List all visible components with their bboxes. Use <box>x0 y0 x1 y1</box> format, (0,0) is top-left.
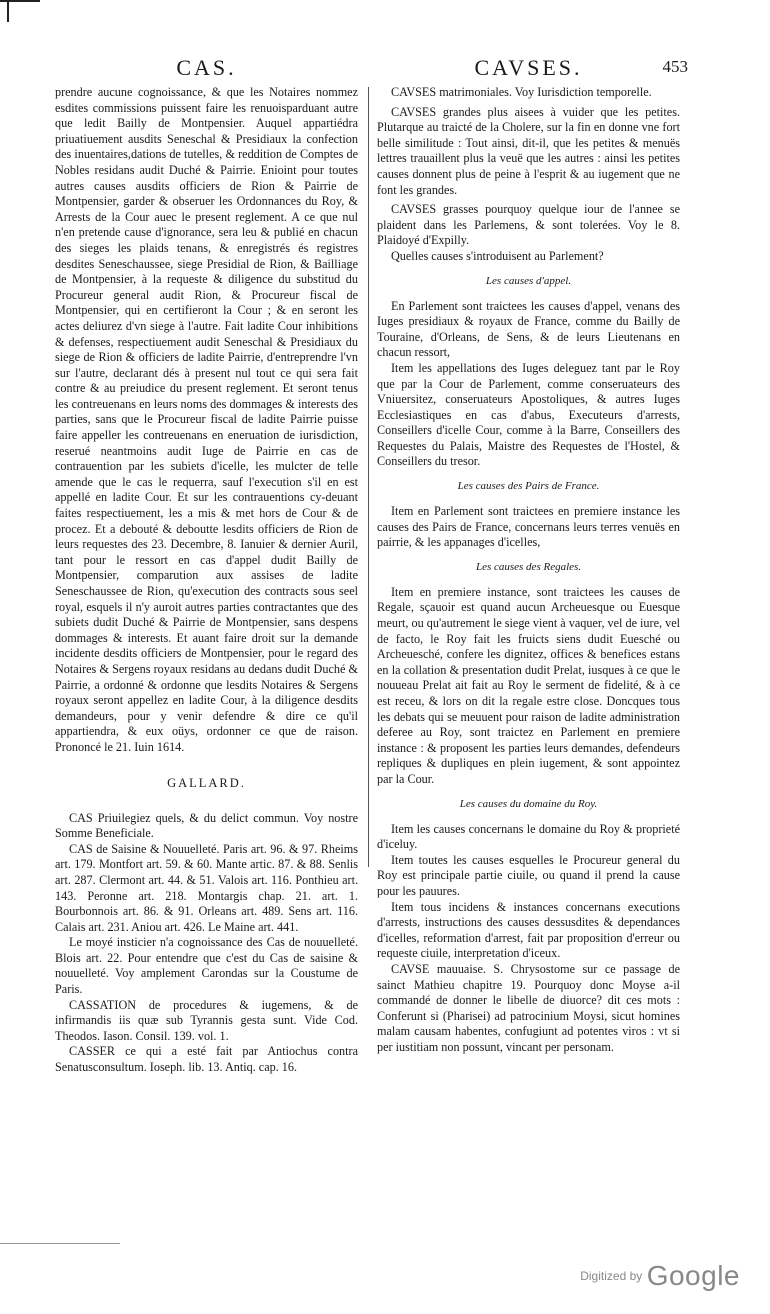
entry-cause-mauuaise: CAVSE mauuaise. S. Chrysostome sur ce passage de sainct Mathieu chapitre 19. Pourquoy donc Moyse a-il commandé de donner le libelle de diuorce? dit ces mots : Conferunt si (Pharisei) ad patrocinium Moysi, sicut homines malam causam habentes, confugiunt ad potentes viros : vt si per iustitiam non possunt, vincant per personam. <box>377 961 680 1054</box>
para-appel-1: En Parlement sont traictees les causes d'appel, venans des Iuges presidiaux & royaux de France, comme du Bailly de Touraine, d'Orleans, de Sens, & de leurs Lieutenans en chacun ressort, <box>377 298 680 360</box>
para-appel-2: Item les appellations des Iuges deleguez tant par le Roy que par la Cour de Parlement, comme conseruateurs des Vniuersitez, conseruateurs Apostoliques, & autres Iuges Ecclesiastiques en cas d'abus, Executeurs d'arrests, Conseillers d'icelle Cour, comme à la Barre, Conseillers des Requestes du Palais, Maistre des Requestes de l'Hostel, & Conseillers du tresor. <box>377 360 680 469</box>
para-domaine-1: Item les causes concernans le domaine du Roy & proprieté d'iceluy. <box>377 821 680 852</box>
signature: GALLARD. <box>167 775 246 790</box>
right-column <box>377 55 688 1055</box>
right-running-head <box>377 55 680 81</box>
para-pairs: Item en Parlement sont traictees en premiere instance les causes des Pairs de France, concernans leurs terres venuës en pairrie, & les appanages d'icelles, <box>377 504 680 550</box>
entry-cas-priuilegiez: CAS Priuilegiez quels, & du delict commun. Voy nostre Somme Beneficiale. <box>55 810 358 841</box>
page-number: 453 <box>662 57 688 76</box>
entry-cas-saisine: CAS de Saisine & Nouuelleté. Paris art. 96. & 97. Rheims art. 179. Montfort art. 59. & 60. Mante artic. 87. & 88. Senlis art. 287. Clermont art. 44. & 51. Valois art. 116. Ponthieu art. 143. Peronne art. 218. Montargis chap. 21. art. 1. Bourbonnois art. 86. & 91. Orleans art. 489. Sens art. 116. Calais art. 231. Aniou art. 426. Le Maine art. 441. <box>55 841 358 934</box>
corner-mark <box>7 0 9 22</box>
para-domaine-3: Item tous incidens & instances concernans executions d'arrests, instructions des causes dessusdites & dependances d'icelles, reformation d'arrest, fait par proposition d'erreur ou requeste ciuile, interpretation d'iceux. <box>377 899 680 961</box>
para-domaine-2: Item toutes les causes esquelles le Procureur general du Roy est principale partie ciuile, ou quand il prend la cause pour les pauures. <box>377 852 680 898</box>
heading-causes-regales: Les causes des Regales. <box>475 560 582 573</box>
google-logo: Google <box>646 1260 740 1291</box>
heading-causes-appel: Les causes d'appel. <box>485 274 572 287</box>
left-column <box>55 55 358 1076</box>
entry-causes-grasses: CAVSES grasses pourquoy quelque iour de l'annee se plaident dans les Parlemens, & sont tolerées. Voy le 8. Plaidoyé d'Expilly. <box>377 202 680 248</box>
book-page <box>55 55 690 1245</box>
digitized-watermark <box>580 1260 740 1292</box>
digitized-label: Digitized by <box>580 1269 643 1283</box>
entry-causes-matrimoniales: CAVSES matrimoniales. Voy Iurisdiction temporelle. <box>391 85 652 99</box>
entry-casser: CASSER ce qui a esté fait par Antiochus contra Senatusconsultum. Ioseph. lib. 13. Antiq. cap. 16. <box>55 1044 358 1075</box>
column-divider <box>368 87 369 867</box>
question-parlement: Quelles causes s'introduisent au Parlement? <box>391 248 604 263</box>
entry-causes-grandes: CAVSES grandes plus aisees à vuider que les petites. Plutarque au traicté de la Cholere, sur la fin en donne vne fort belle similitude : Tout ainsi, dit-il, que les petites & menuës lettres trauaillent plus la veuë que les autres : ainsi les petites causes donnent plus de peine à l'esprit & au iugement que ne font les grandes. <box>377 104 680 197</box>
heading-causes-domaine: Les causes du domaine du Roy. <box>459 797 598 810</box>
para-regales: Item en premiere instance, sont traictees les causes de Regale, sçauoir est quand aucun Archeuesque ou Euesque meurt, ou qu'autrement le siege vient à vaquer, vel de iure, vel de facto, le Roy fait les fruicts siens dudit Euesché ou Archeuesché, confere les dignitez, offices & benefices estans en la collation & presentation dudit Prelat, iusques à ce que le nouueau Prelat ait fait au Roy le serment de fidelité, & à ce est receu, & lors on dit la regale estre close. Doncques tous les debats qui se meuuent pour raison de ladite administration deferee au Roy, sont traictez en Parlement en premiere instance : & proposent les parties leurs demandes, defendeurs repliques & dupliques en plein iugement, & sont appointez par la Cour. <box>377 584 680 786</box>
corner-rule <box>0 0 40 16</box>
entry-moyen-iusticier: Le moyé insticier n'a cognoissance des Cas de nouuelleté. Blois art. 22. Pour entendre que c'est du Cas de saisine & nouuelleté. Voy amplement Carondas sur la Coustume de Paris. <box>55 935 358 997</box>
bottom-rule <box>0 1243 120 1244</box>
right-title: CAVSES. <box>474 55 583 80</box>
entry-cassation: CASSATION de procedures & iugemens, & de infirmandis iis quæ sub Tyrannis gesta sunt. Vide Cod. Theodos. Iason. Consil. 139. vol. 1. <box>55 997 358 1043</box>
heading-causes-pairs: Les causes des Pairs de France. <box>457 480 600 493</box>
reglement-text: prendre aucune cognoissance, & que les Notaires nommez esdites commissions puissent faire les renuoisparduant autre que ledit Bailly de Montpensier. Auquel appartiédra priuatiuement ausdits Seneschal & Presidiaux la confection des inuentaires,dations de tutelles, & reddition de Comptes de Nobles residans audit Duché & Pairrie. Enioint pour toutes autres causes ausdits officiers de Rion & Pairrie de Montpensier, garder & obseruer les Ordonnances du Roy, & Arrests de la Cour auec le present reglement. A ce que nul n'en pretende cause d'ignorance, sera leu & publié en chacun des sieges les plaids tenans, & enregistrés és registres desdites Seneschaussee, siege Presidial de Rion, & Bailliage de Montpensier, à la requeste & diligence du substitud du Procureur general audit Rion, & Procureur fiscal de Montpensier, qui en certifieront la Cour ; & en seront les actes deliurez d'vn siege à l'autre. Fait ladite Cour inhibitions & defenses, respectiuement audit Seneschal & Presidiaux du siege de Rion & officiers de ladite Pairrie, d'entreprendre l'vn sur l'autre, declarant dés à present nul tout ce qui sera fait contre & au preiudice du present reglement. Et seront tenus les contreuenans en leurs noms des dommages & interests des parties, sans que le Procureur fiscal de ladite Pairrie puisse faire appeller les contreuenans en eneruation de iurisdiction, reserué neantmoins audit Iuge de Pairrie en cas de contrauention par les subiets d'icelle, les mulcter de telle amende que le cas le requerra, sauf l'execution s'il en est appellé en ladite Cour. Et sur les contrauentions cy-deuant faites respectiuement, les a mis & met hors de Cour & de procez. Et a debouté & deboutte lesdits officiers de Rion de leurs requestes des 23. Decembre, 8. Ianuier & dernier Auril, tant pour le ressort en cas d'appel dudit Bailly de Montpensier, comparution aux assises de ladite Seneschaussee de Rion, qu'execution des contracts sous seel royal, esquels il n'y auroit autres parties contractantes que des subiets dudit Duché & Pairrie de Montpensier, sans despens dommages & interests. Et auant faire droit sur la demande incidente desdits officiers de Montpensier, pour le regard des Notaires & Sergens royaux residans au dedans dudit Duché & Pairrie, a ordonné & ordonne que lesdits Notaires & Sergens royaux seront appellez en ladite Cour, à la diligence desdits demandeurs, pour y venir defendre & dire ce qu'il appartiendra, & eux oüys, ordonner ce que de raison. Prononcé le 21. Iuin 1614. <box>55 85 358 754</box>
left-running-head: CAS. <box>176 55 237 80</box>
